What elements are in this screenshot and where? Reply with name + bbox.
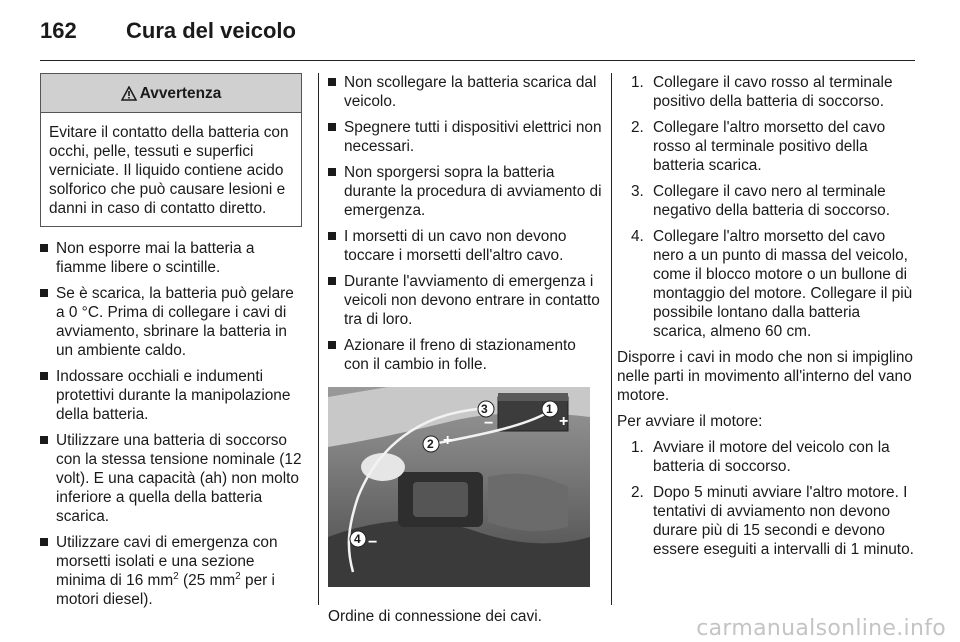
list-item: I morsetti di un cavo non devono toccare i morsetti dell'altro cavo. xyxy=(328,227,603,265)
list-item: 2. Collegare l'altro morsetto del cavo rosso al terminale positivo della batteria scarica. xyxy=(631,119,886,174)
warning-heading: Avvertenza xyxy=(139,84,222,102)
figure-label-3: 3 xyxy=(481,402,488,416)
list-item: Se è scarica, la batteria può gelare a 0 °C. Prima di collegare i cavi di avviamento, sbrinare la batteria in un ambiente caldo. xyxy=(40,284,302,360)
start-intro: Per avviare il motore: xyxy=(617,413,763,430)
cable-routing-note: Disporre i cavi in modo che non si impiglino nelle parti in movimento all'interno del vano motore. xyxy=(617,349,913,404)
column-right xyxy=(617,73,915,566)
figure-label-2: 2 xyxy=(427,437,434,451)
page-header xyxy=(40,8,915,52)
warning-triangle-icon xyxy=(121,86,137,101)
list-item: Non sporgersi sopra la batteria durante la procedura di avviamento di emergenza. xyxy=(328,163,603,220)
list-item: Azionare il freno di stazionamento con il cambio in folle. xyxy=(328,336,603,374)
list-item: Non scollegare la batteria scarica dal veicolo. xyxy=(328,73,603,111)
list-item: Durante l'avviamento di emergenza i veicoli non devono entrare in contatto tra di loro. xyxy=(328,272,603,329)
precautions-list xyxy=(328,73,603,374)
list-item: 1. Collegare il cavo rosso al terminale positivo della batteria di soccorso. xyxy=(631,74,893,110)
warning-box xyxy=(40,73,302,227)
list-item: 3. Collegare il cavo nero al terminale negativo della batteria di soccorso. xyxy=(631,183,890,219)
plus-sign-1: + xyxy=(559,413,569,430)
jump-start-illustration xyxy=(328,387,590,587)
list-item: Indossare occhiali e indumenti protettivi durante la manipolazione della batteria. xyxy=(40,367,302,424)
safety-list xyxy=(40,239,302,609)
list-item: Non esporre mai la batteria a fiamme libere o scintille. xyxy=(40,239,302,277)
page-number: 162 xyxy=(40,18,77,43)
list-item: Spegnere tutti i dispositivi elettrici non necessari. xyxy=(328,118,603,156)
list-item: 1. Avviare il motore del veicolo con la batteria di soccorso. xyxy=(631,439,890,475)
connection-steps xyxy=(617,73,915,341)
column-left xyxy=(40,73,302,616)
column-middle xyxy=(328,73,603,626)
list-item: 2. Dopo 5 minuti avviare l'altro motore. I tentativi di avviamento non devono durare più di 15 secondi e devono essere eseguiti a intervalli di 1 minuto. xyxy=(631,484,914,558)
column-divider xyxy=(611,73,612,605)
warning-header xyxy=(41,74,301,113)
start-steps xyxy=(617,438,915,559)
minus-sign-4: − xyxy=(368,534,378,551)
header-divider xyxy=(40,60,915,61)
minus-sign-3: − xyxy=(484,415,494,432)
list-item: Utilizzare una batteria di soccorso con la stessa tensione nominale (12 volt). E una capacità (ah) non molto inferiore a quella della batteria scarica. xyxy=(40,431,302,526)
list-item: 4. Collegare l'altro morsetto del cavo nero a un punto di massa del veicolo, come il blocco motore o un bullone di montaggio del motore. Collegare il più possibile lontano dalla batteria scarica, almeno 60 cm. xyxy=(631,228,913,340)
figure-label-4: 4 xyxy=(354,532,361,546)
figure-label-1: 1 xyxy=(546,402,553,416)
list-item-cables: Utilizzare cavi di emergenza con morsetti isolati e una sezione minima di 16 $mm^2$ (25 $mm^2$ per i motori diesel). xyxy=(40,533,302,609)
plus-sign-2: + xyxy=(443,432,453,449)
page-title: Cura del veicolo xyxy=(126,18,296,43)
watermark: carmanualsonline.info xyxy=(696,616,946,641)
figure-caption: Ordine di connessione dei cavi. xyxy=(328,608,542,625)
column-divider xyxy=(318,73,319,605)
warning-text: Evitare il contatto della batteria con occhi, pelle, tessuti e superfici verniciate. Il liquido contiene acido solforico che può causare lesioni e danni in caso di contatto diretto. xyxy=(49,124,289,217)
